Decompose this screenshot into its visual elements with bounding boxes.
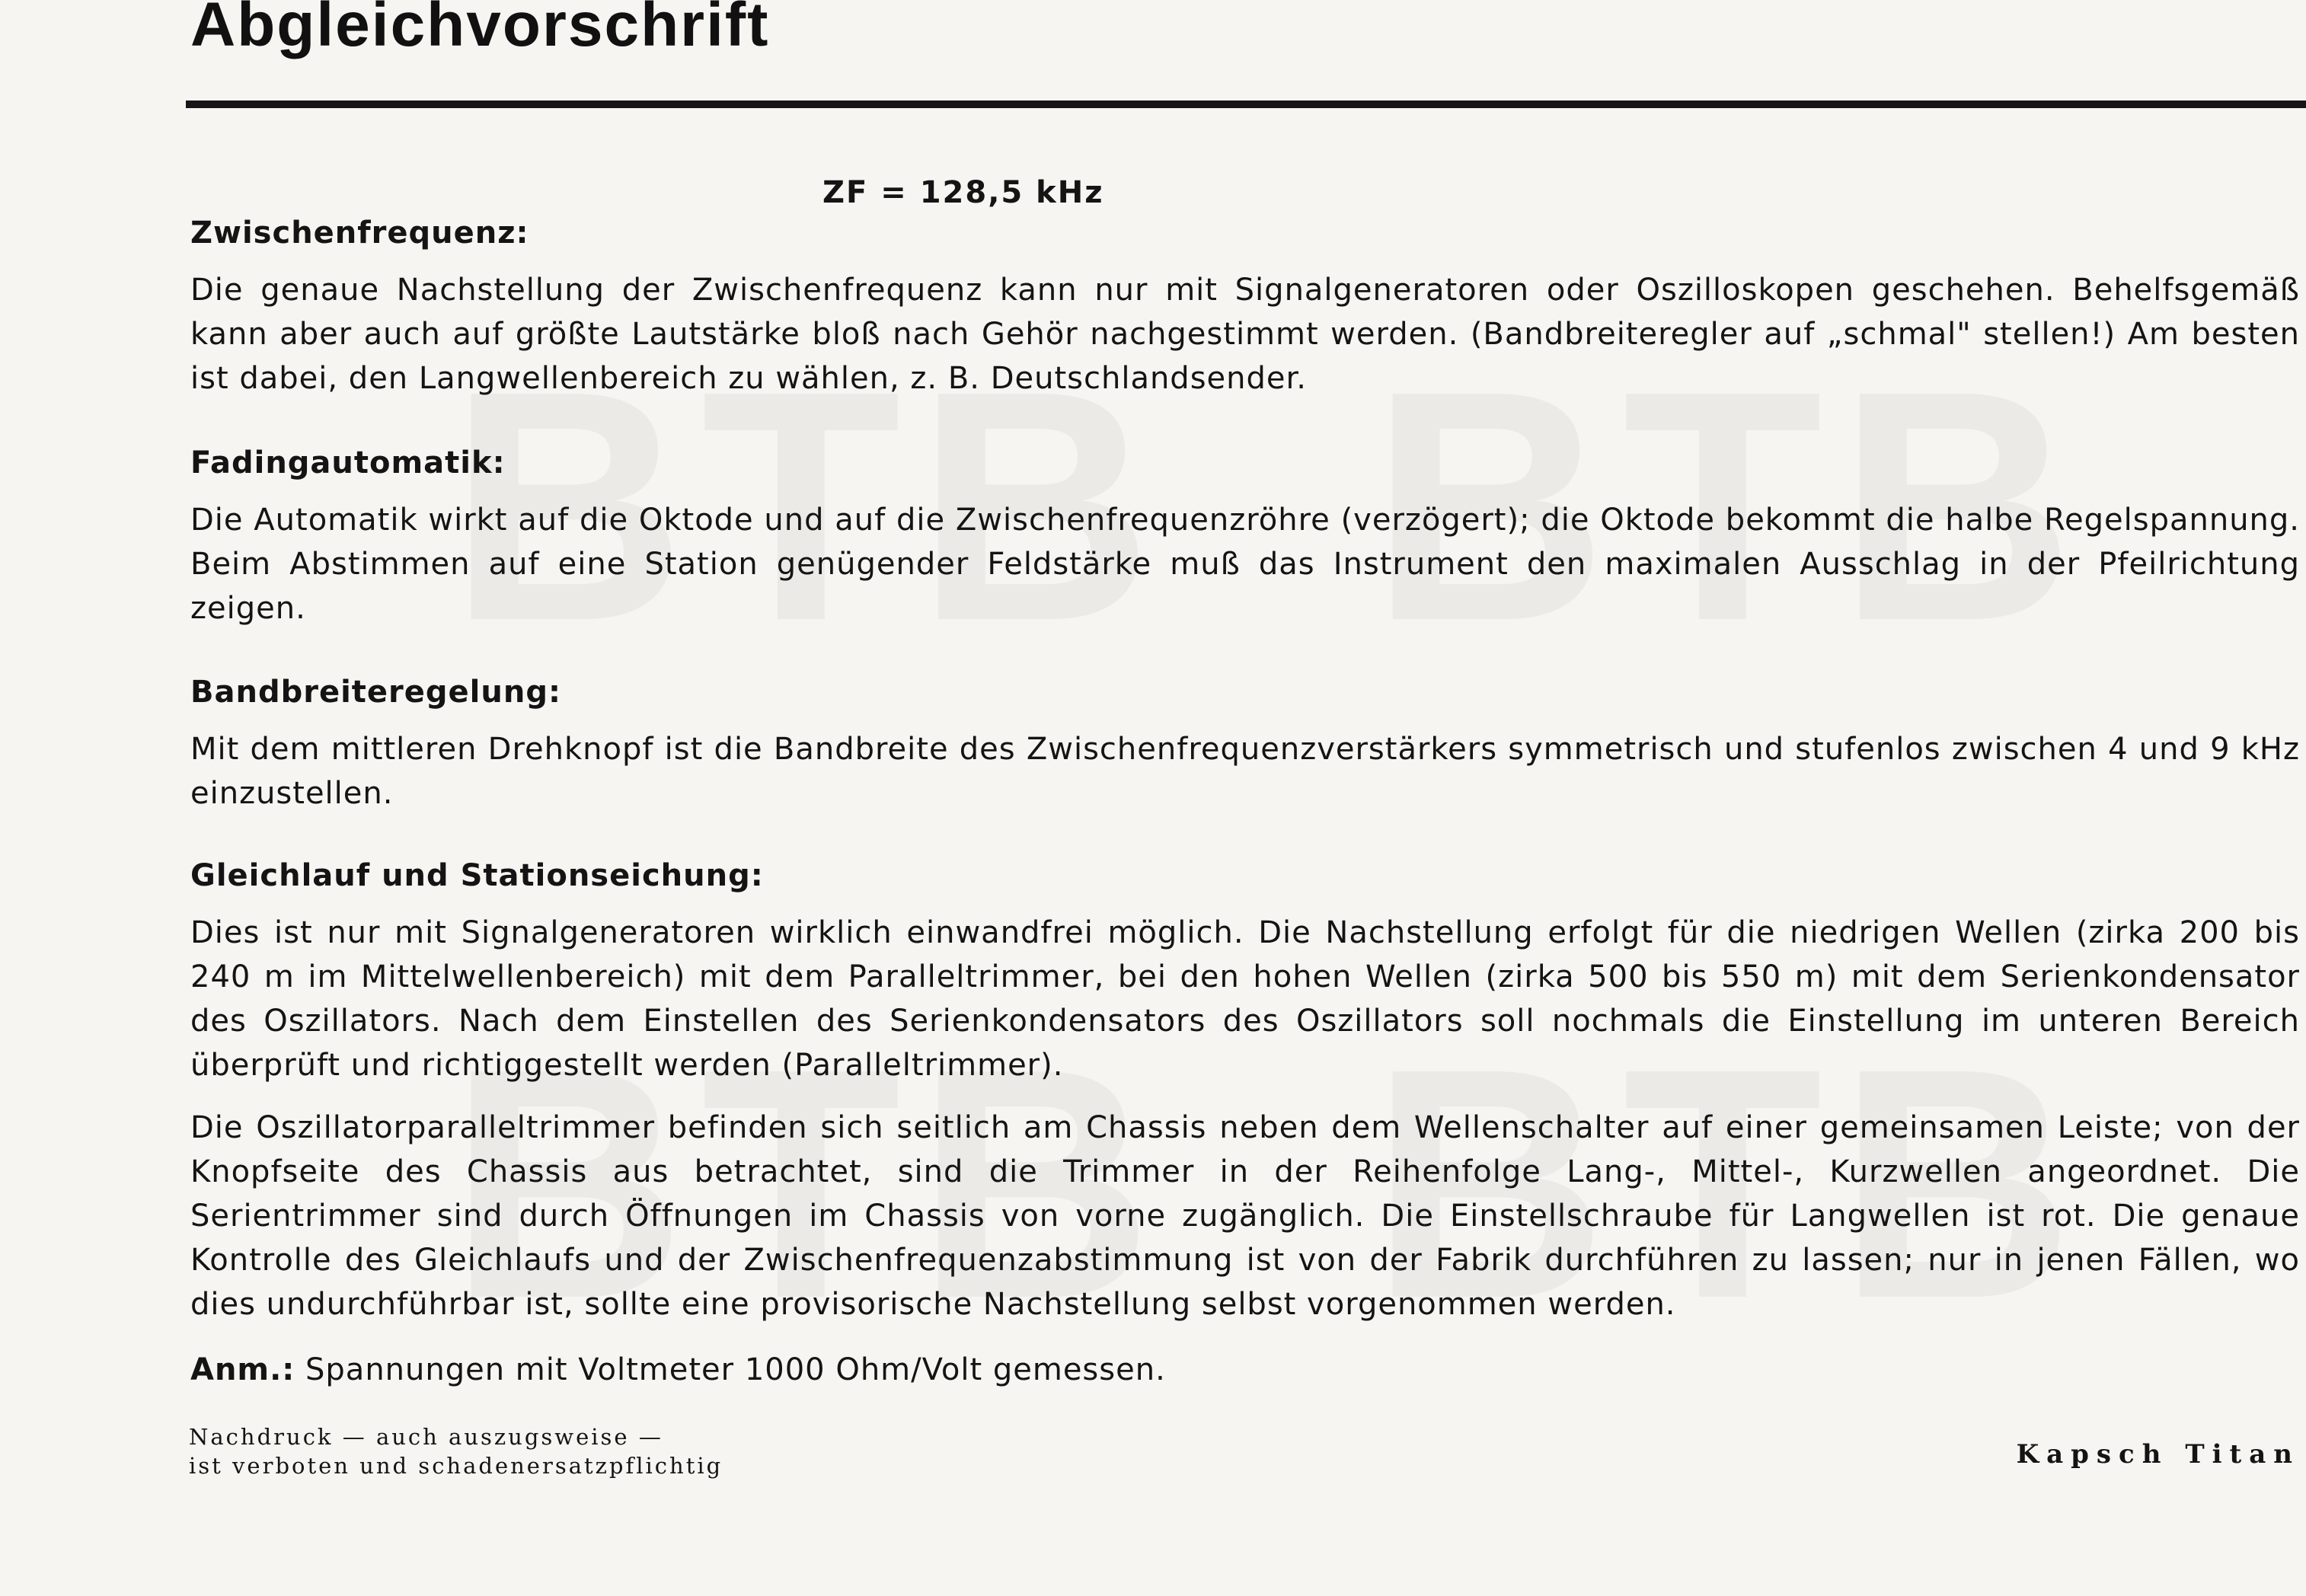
note (190, 1352, 1166, 1387)
copyright-line-1: Nachdruck — auch auszugsweise — (189, 1424, 663, 1450)
paragraph-bandbreiteregelung: Mit dem mittleren Drehknopf ist die Bandbreite des Zwischenfrequenzverstärkers symmetrisch und stufenlos zwischen 4 und 9 kHz einzustellen. (190, 732, 2300, 811)
heading-gleichlauf: Gleichlauf und Stationseichung: (190, 858, 764, 893)
heading-fadingautomatik: Fadingautomatik: (190, 445, 506, 480)
note-text: Spannungen mit Voltmeter 1000 Ohm/Volt gemessen. (295, 1352, 1166, 1387)
paragraph-gleichlauf-2: Die Oszillatorparalleltrimmer befinden sich seitlich am Chassis neben dem Wellenschalter auf einer gemeinsamen Leiste; von der Knopfseite des Chassis aus betrachtet, sind die Trimmer in der Reihenfolge Lang-, Mittel-, Kurzwellen angeordnet. Die Serientrimmer sind durch Öffnungen im Chassis von vorne zugänglich. Die Einstellschraube für Langwellen ist rot. Die genaue Kontrolle des Gleichlaufs und der Zwischenfrequenzabstimmung ist von der Fabrik durchführen zu lassen; nur in jenen Fällen, wo dies undurchführbar ist, sollte eine provisorische Nachstellung selbst vorgenommen werden. (190, 1110, 2300, 1322)
page-title: Abgleichvorschrift (190, 0, 770, 59)
paragraph-zwischenfrequenz: Die genaue Nachstellung der Zwischenfrequenz kann nur mit Signalgeneratoren oder Oszilloskopen geschehen. Behelfsgemäß kann aber auch auf größte Lautstärke bloß nach Gehör nachgestimmt werden. (Bandbreiteregler auf „schmal" stellen!) Am besten ist dabei, den Langwellenbereich zu wählen, z. B. Deutschlandsender. (190, 273, 2300, 396)
heading-bandbreiteregelung: Bandbreiteregelung: (190, 675, 561, 710)
heading-zwischenfrequenz: Zwischenfrequenz: (190, 215, 529, 251)
copyright-notice (189, 1422, 737, 1480)
title-rule (186, 101, 2306, 108)
paragraph-gleichlauf-1: Dies ist nur mit Signalgeneratoren wirklich einwandfrei möglich. Die Nachstellung erfolgt für die niedrigen Wellen (zirka 200 bis 240 m im Mittelwellenbereich) mit dem Paralleltrimmer, bei den hohen Wellen (zirka 500 bis 550 m) mit dem Serienkondensator des Oszillators. Nach dem Einstellen des Serienkondensators des Oszillators soll nochmals die Einstellung im unteren Bereich überprüft und richtiggestellt werden (Paralleltrimmer). (190, 915, 2300, 1083)
paragraph-fadingautomatik: Die Automatik wirkt auf die Oktode und auf die Zwischenfrequenzröhre (verzögert); die Oktode bekommt die halbe Regelspannung. Beim Abstimmen auf eine Station genügender Feldstärke muß das Instrument den maximalen Ausschlag in der Pfeilrichtung zeigen. (190, 503, 2300, 626)
copyright-line-2: ist verboten und schadenersatzpflichtig (189, 1453, 723, 1479)
zf-value: ZF = 128,5 kHz (822, 175, 1104, 210)
note-label: Anm.: (190, 1352, 295, 1387)
model-name: Kapsch Titan (2016, 1439, 2300, 1470)
